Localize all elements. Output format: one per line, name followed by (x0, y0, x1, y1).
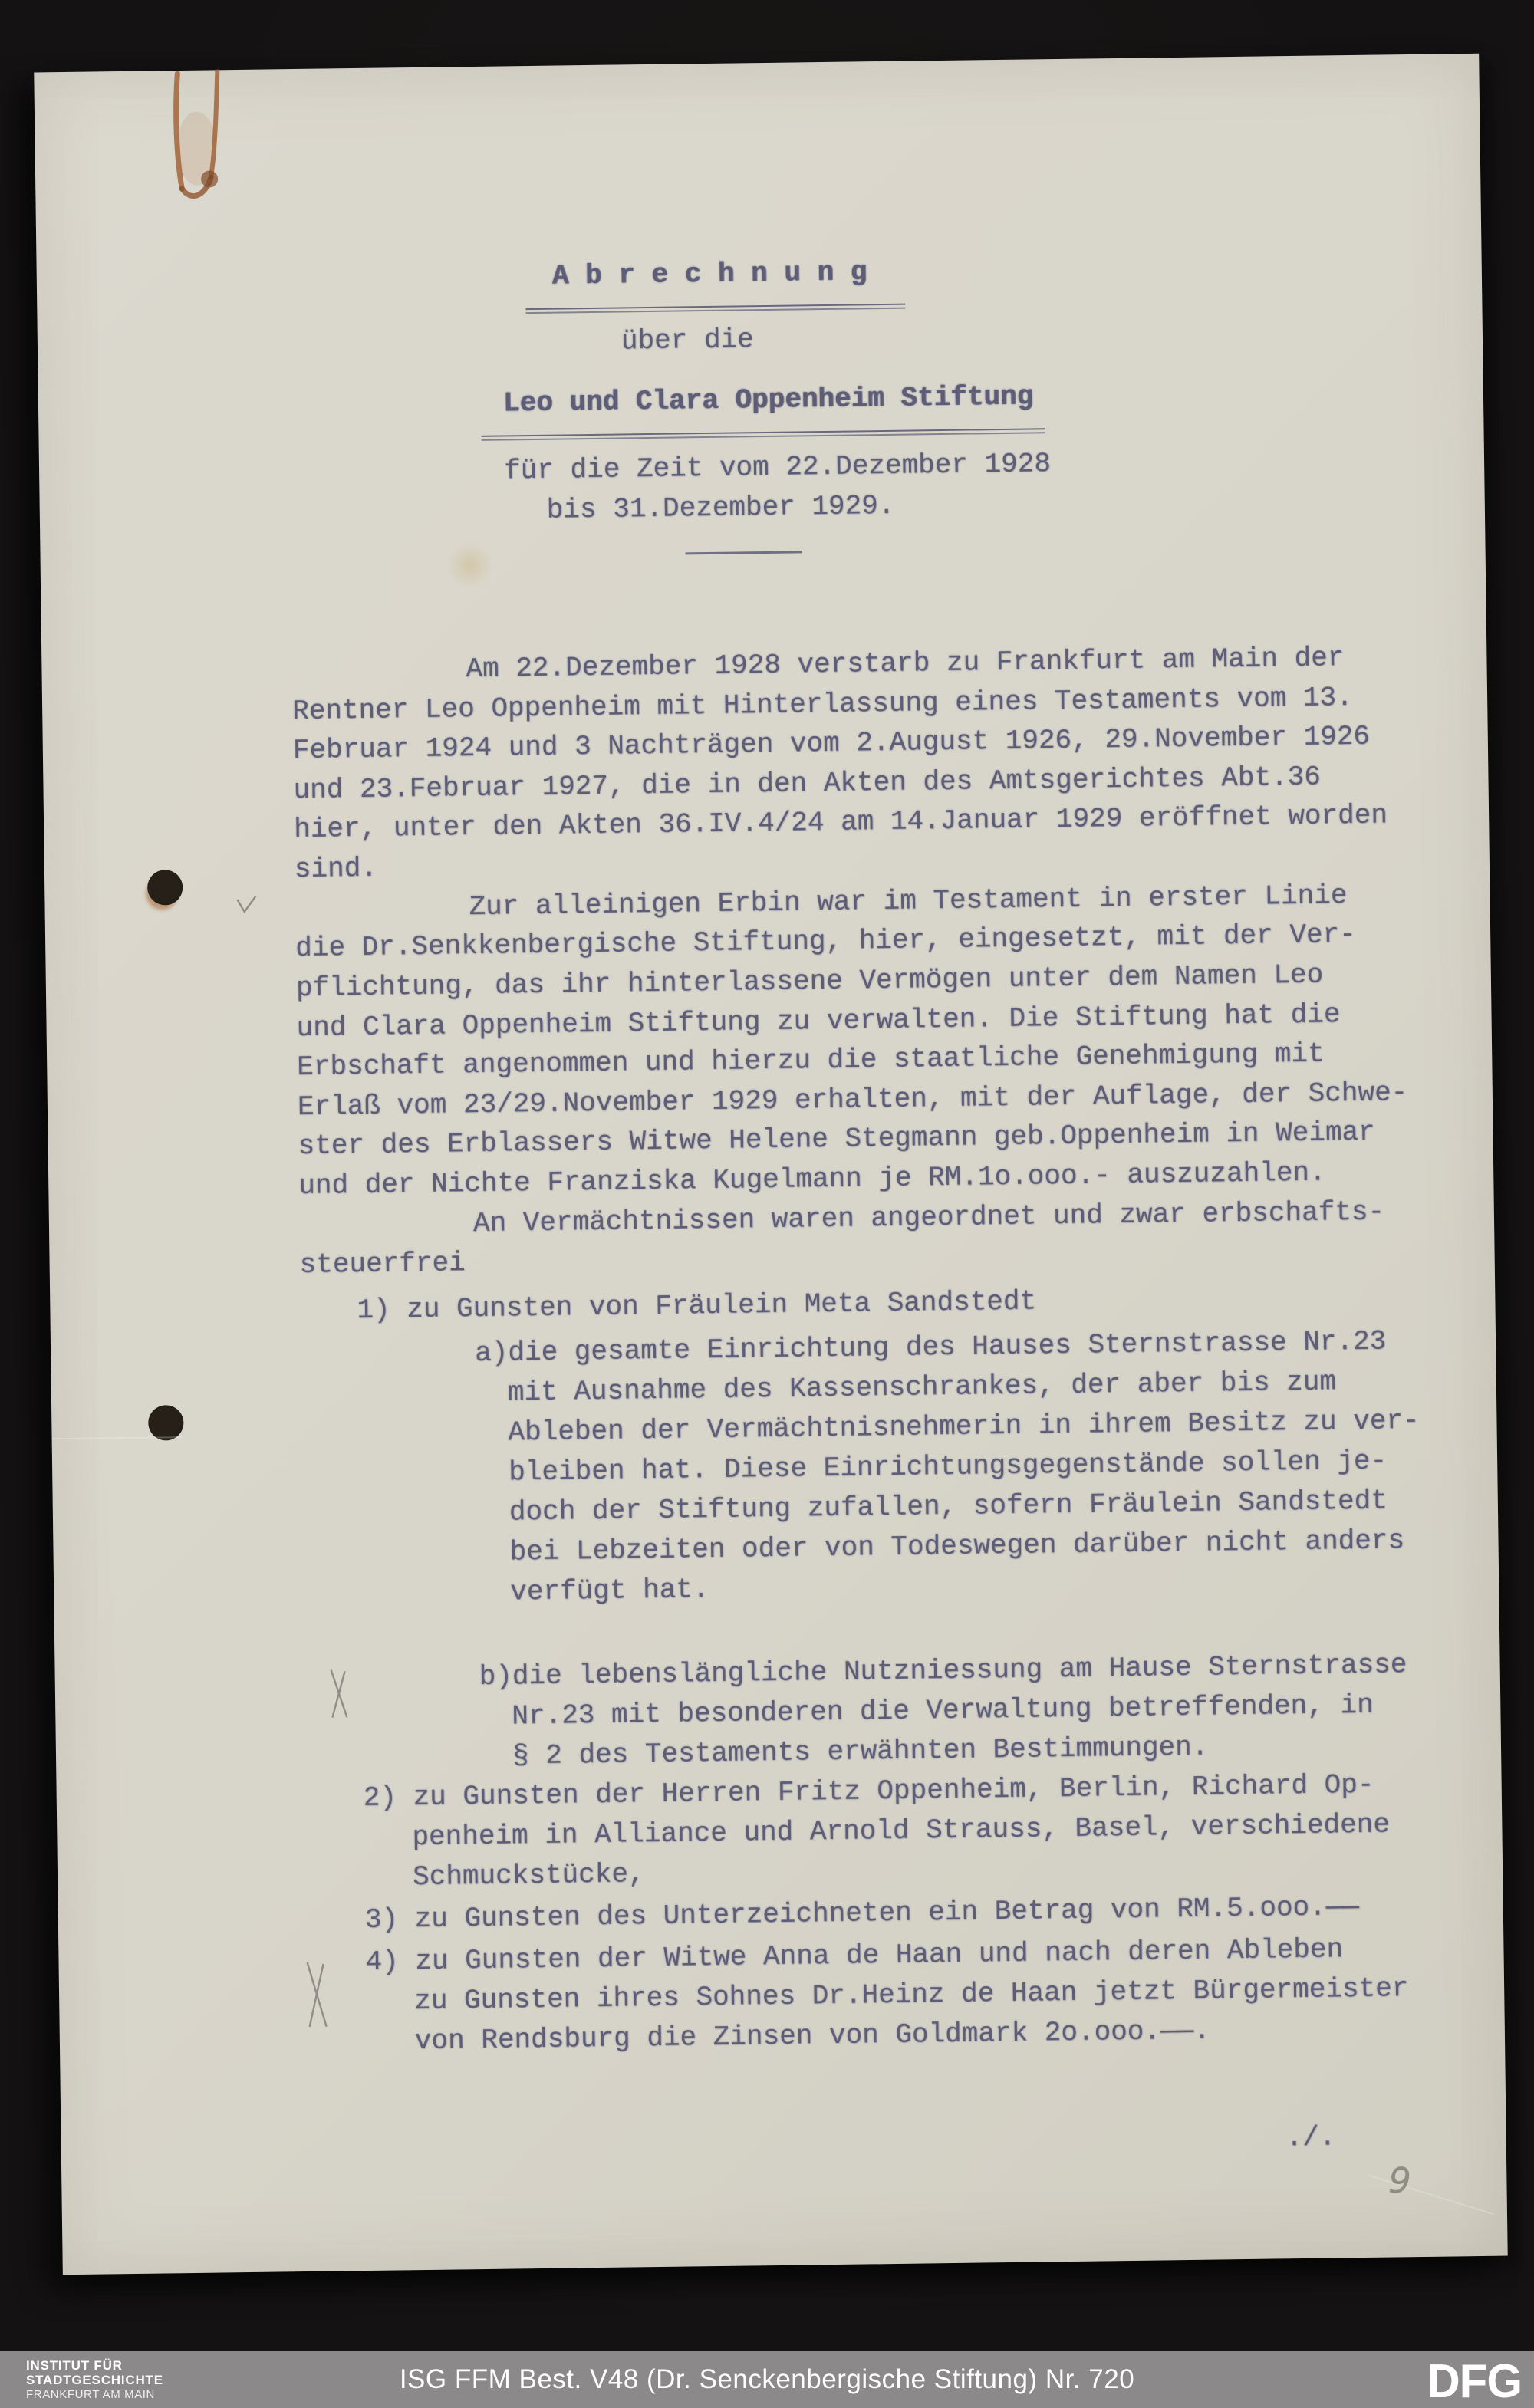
list-item-1: 1) zu Gunsten von Fräulein Meta Sandstedt (357, 1285, 1037, 1327)
body-line: die Dr.Senkkenbergische Stiftung, hier, eingesetzt, mit der Ver- (295, 918, 1357, 965)
paper-crease-right (1368, 2175, 1493, 2215)
body-line: Schmuckstücke, (412, 1858, 645, 1893)
body-line: mit Ausnahme des Kassenschrankes, der aber bis zum (507, 1366, 1337, 1409)
body-line: und der Nichte Franziska Kugelmann je RM.1o.ooo.- auszuzahlen. (298, 1156, 1326, 1202)
body-line: verfügt hat. (510, 1574, 709, 1608)
body-line: Nr.23 mit besonderen die Verwaltung betreffenden, in (512, 1689, 1374, 1732)
body-line: Zur alleinigen Erbin war im Testament in erster Linie (469, 880, 1348, 923)
body-line: An Vermächtnissen waren angeordnet und zwar erbschafts- (472, 1196, 1385, 1240)
body-line: bleiben hat. Diese Einrichtungsgegenstände sollen je- (508, 1445, 1388, 1489)
body-line: und 23.Februar 1927, die in den Akten des Amtsgerichtes Abt.36 (293, 761, 1322, 807)
body-line: sind. (294, 852, 378, 886)
body-line: Ableben der Vermächtnisnehmerin in ihrem Besitz zu ver- (508, 1404, 1420, 1449)
period-line-2: bis 31.Dezember 1929. (546, 489, 895, 526)
continuation-mark: ./. (1285, 2121, 1336, 2154)
body-line: steuerfrei (299, 1247, 466, 1281)
hole-punch-top (147, 870, 183, 906)
list-item-4: 4) zu Gunsten der Witwe Anna de Haan und nach deren Ableben (365, 1933, 1344, 1979)
foundation-underline (482, 428, 1045, 441)
body-line: bei Lebzeiten oder von Todeswegen darüber nicht anders (509, 1525, 1405, 1568)
pencil-checkmark (235, 895, 258, 916)
hole-punch-bottom (148, 1405, 184, 1441)
body-line: von Rendsburg die Zinsen von Goldmark 2o.ooo.——. (414, 2015, 1211, 2058)
institute-line-3: FRANKFURT AM MAIN (26, 2388, 155, 2401)
pencil-page-number: 9 (1388, 2159, 1412, 2202)
body-line: Erbschaft angenommen und hierzu die staatliche Genehmigung mit (297, 1038, 1325, 1084)
doc-subtitle: über die (621, 324, 755, 357)
institute-line-2: STADTGESCHICHTE (26, 2373, 163, 2387)
institute-line-1: INSTITUT FÜR (26, 2358, 123, 2373)
doc-title: A b r e c h n u n g (551, 256, 867, 292)
body-line: pflichtung, das ihr hinterlassene Vermögen unter dem Namen Leo (295, 959, 1324, 1005)
body-line: ster des Erblassers Witwe Helene Stegmann geb.Oppenheim in Weimar (298, 1116, 1376, 1163)
body-line: doch der Stiftung zufallen, sofern Fräulein Sandstedt (509, 1485, 1388, 1528)
list-item-1a: a)die gesamte Einrichtung des Hauses Sternstrasse Nr.23 (474, 1325, 1387, 1370)
list-item-3: 3) zu Gunsten des Unterzeichneten ein Betrag von RM.5.ooo.—— (364, 1891, 1360, 1936)
paper-stain (446, 542, 493, 589)
body-line: Erlaß vom 23/29.November 1929 erhalten, mit der Auflage, der Schwe- (297, 1077, 1408, 1123)
body-line: penheim in Alliance und Arnold Strauss, Basel, verschiedene (412, 1808, 1391, 1854)
divider-line (686, 551, 802, 554)
archive-footer-bar (0, 2351, 1534, 2408)
title-underline (525, 304, 905, 314)
body-line: und Clara Oppenheim Stiftung zu verwalten. Die Stiftung hat die (296, 998, 1341, 1044)
body-line: zu Gunsten ihres Sohnes Dr.Heinz de Haan jetzt Bürgermeister (413, 1972, 1409, 2018)
foundation-name: Leo und Clara Oppenheim Stiftung (502, 380, 1034, 419)
body-line: Am 22.Dezember 1928 verstarb zu Frankfurt am Main der (466, 642, 1345, 686)
body-line: Februar 1924 und 3 Nachträgen vom 2.August 1926, 29.November 1926 (292, 720, 1371, 767)
dfg-logo: DFG (1427, 2354, 1522, 2408)
pencil-cross-item-4 (304, 1960, 330, 2029)
document-page (34, 54, 1507, 2275)
body-line: Rentner Leo Oppenheim mit Hinterlassung eines Testaments vom 13. (291, 682, 1353, 728)
body-line: § 2 des Testaments erwähnten Bestimmungen. (512, 1731, 1209, 1772)
archive-reference: ISG FFM Best. V48 (Dr. Senckenbergische Stiftung) Nr. 720 (399, 2364, 1135, 2394)
body-line: hier, unter den Akten 36.IV.4/24 am 14.Januar 1929 eröffnet worden (293, 799, 1388, 846)
list-item-2: 2) zu Gunsten der Herren Fritz Oppenheim, Berlin, Richard Op- (363, 1768, 1374, 1814)
list-item-1b: b)die lebenslängliche Nutzniessung am Hause Sternstrasse (479, 1649, 1407, 1693)
rust-staple-mark (168, 71, 246, 210)
period-line-1: für die Zeit vom 22.Dezember 1928 (503, 448, 1052, 487)
pencil-cross-item-b (328, 1668, 351, 1719)
